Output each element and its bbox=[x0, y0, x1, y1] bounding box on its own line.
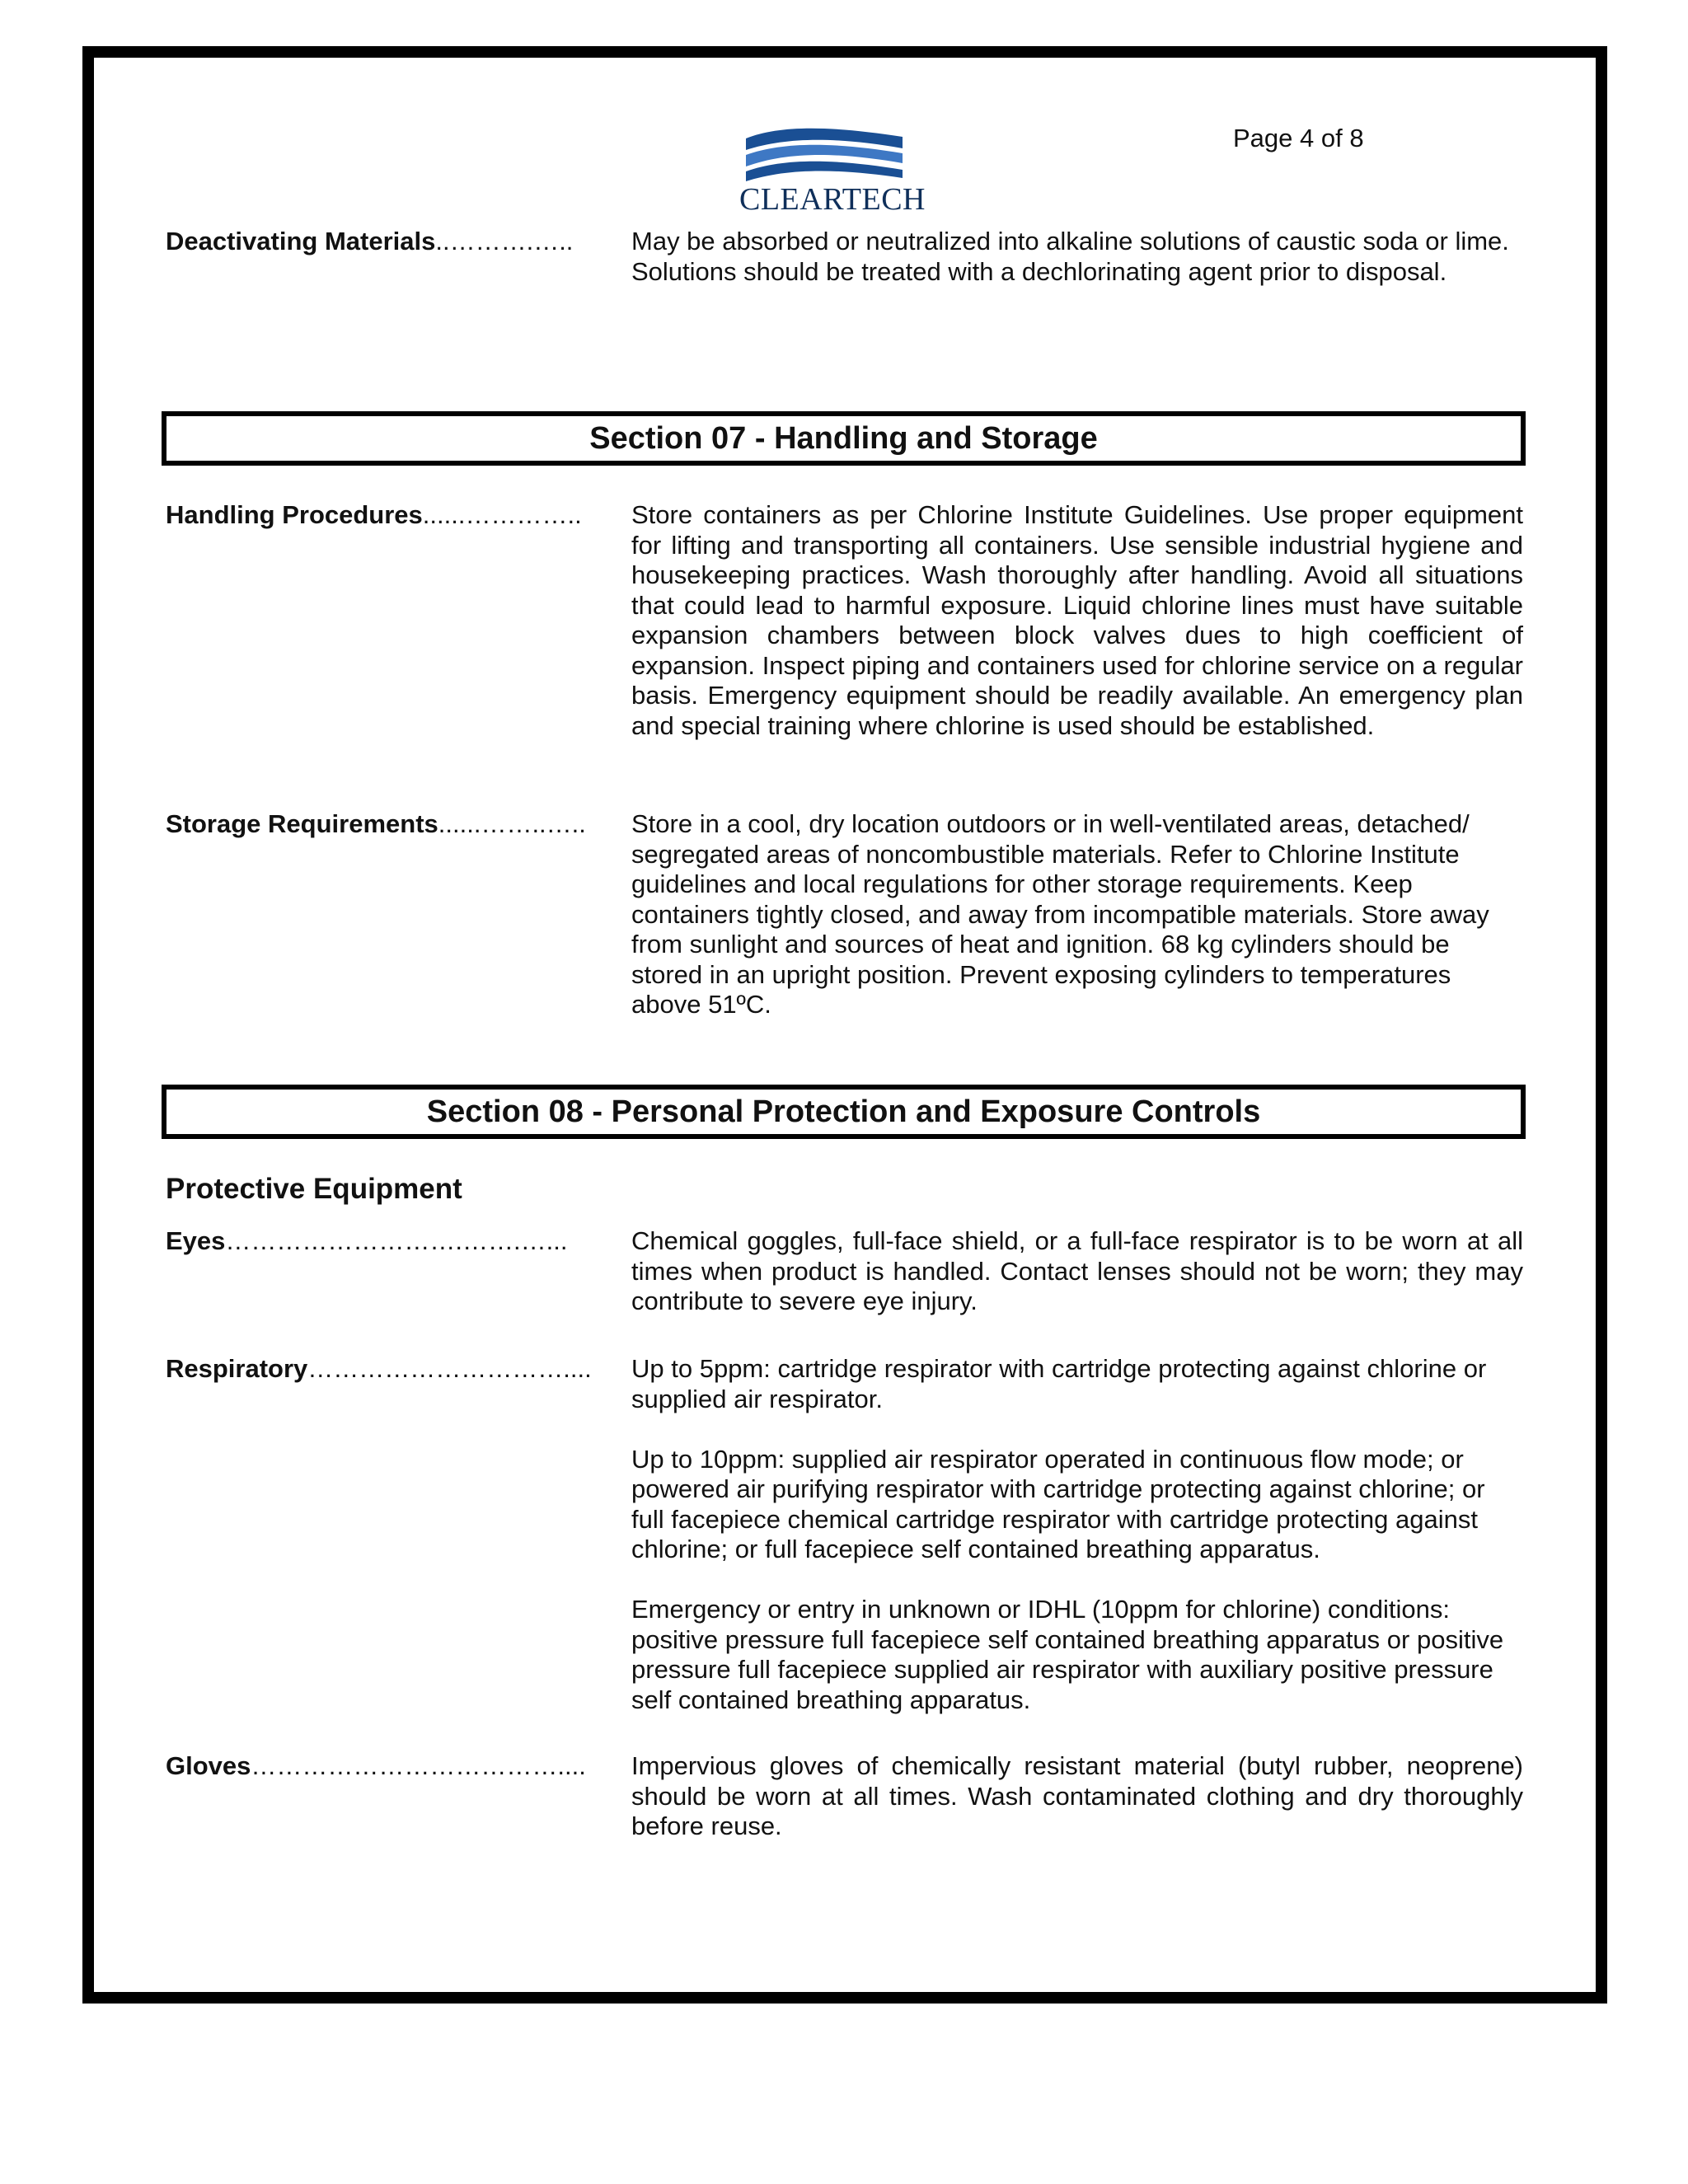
section-08-header: Section 08 - Personal Protection and Exposure Controls bbox=[162, 1085, 1526, 1139]
respiratory-paragraph-2: Up to 10ppm: supplied air respirator operated in continuous flow mode; or powered air purifying respirator with cartridge protecting against chlorine; or full facepiece chemical cartridge respirator with cartridge protecting against chlorine; or full facepiece self contained breathing apparatus. bbox=[631, 1444, 1485, 1563]
leader-dots: ..……….….. bbox=[435, 227, 574, 255]
wave-logo-icon bbox=[738, 124, 907, 190]
eyes-label: Eyes bbox=[166, 1226, 226, 1255]
gloves-text: Impervious gloves of chemically resistant material (butyl rubber, neoprene) should be worn at all times. Wash contaminated clothing and dry thoroughly before reuse. bbox=[631, 1751, 1523, 1840]
handling-text: Store containers as per Chlorine Institute Guidelines. Use proper equipment for lifting and transporting all containers. Use sensible industrial hygiene and housekeeping practices. Wash thoroughly after handling. Avoid all situations that could lead to harmful exposure. Liquid chlorine lines must have suitable expansion chambers between block valves dues to high coefficient of expansion. Inspect piping and containers used for chlorine service on a regular basis. Emergency equipment should be readily available. An emergency plan and special training where chlorine is used should be established. bbox=[631, 500, 1523, 740]
section-07-header: Section 07 - Handling and Storage bbox=[162, 411, 1526, 466]
leader-dots: ......……..….. bbox=[438, 809, 586, 838]
eyes-text: Chemical goggles, full-face shield, or a full-face respirator is to be worn at all times when product is handled. Contact lenses should not be worn; they may contribute to severe eye injury. bbox=[631, 1226, 1523, 1315]
storage-label: Storage Requirements bbox=[166, 809, 438, 838]
protective-equipment-heading: Protective Equipment bbox=[166, 1173, 462, 1205]
gloves-label: Gloves bbox=[166, 1751, 251, 1780]
deactivating-label: Deactivating Materials bbox=[166, 227, 436, 255]
respiratory-paragraph-1: Up to 5ppm: cartridge respirator with cartridge protecting against chlorine or supplied air respirator. bbox=[631, 1354, 1487, 1413]
storage-text: Store in a cool, dry location outdoors or in well-ventilated areas, detached/ segregated areas of noncombustible materials. Refer to Chlorine Institute guidelines and local regulations for other storage requirements. Keep containers tightly closed, and away from incompatible materials. Store away from sunlight and sources of heat and ignition. 68 kg cylinders should be stored in an upright position. Prevent exposing cylinders to temperatures above 51ºC. bbox=[631, 809, 1489, 1019]
leader-dots: ……………………………….... bbox=[251, 1751, 586, 1780]
respiratory-paragraph-3: Emergency or entry in unknown or IDHL (10ppm for chlorine) conditions: positive pressure full facepiece self contained breathing apparatus or positive pressure full facepiece supplied air respirator with auxiliary positive pressure self contained breathing apparatus. bbox=[631, 1595, 1504, 1714]
leader-dots: ………………………….... bbox=[307, 1354, 592, 1383]
handling-label: Handling Procedures bbox=[166, 500, 423, 529]
deactivating-text: May be absorbed or neutralized into alkaline solutions of caustic soda or lime. Solutions should be treated with a dechlorinating agent prior to disposal. bbox=[631, 227, 1509, 286]
logo-wordmark: CLEARTECH bbox=[739, 182, 926, 217]
cleartech-logo bbox=[738, 124, 926, 217]
page-number: Page 4 of 8 bbox=[1233, 124, 1364, 152]
leader-dots: ......………….. bbox=[422, 500, 582, 529]
respiratory-label: Respiratory bbox=[166, 1354, 308, 1383]
leader-dots: ……………………….…….…... bbox=[225, 1226, 568, 1255]
